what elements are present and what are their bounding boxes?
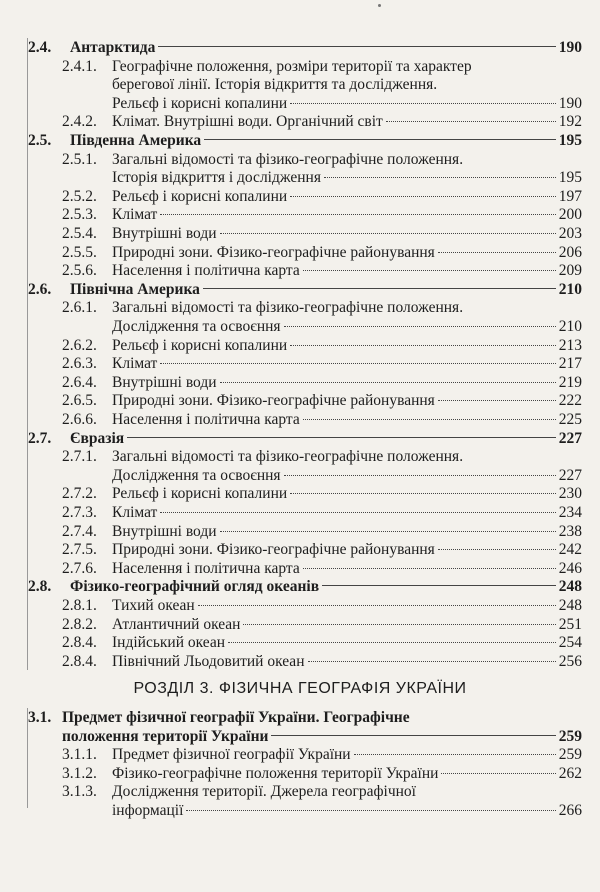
dot-leader	[158, 46, 555, 47]
toc-entry-title: Антарктида	[70, 39, 156, 56]
toc-entry	[62, 261, 582, 281]
toc-entry-number: 3.1.2.	[62, 764, 97, 782]
toc-entry-page: 203	[558, 225, 582, 242]
toc-entry	[28, 708, 582, 728]
toc-entry	[62, 522, 582, 542]
toc-entry-page: 222	[558, 392, 582, 410]
toc-entry-number: 2.6.2.	[62, 336, 97, 354]
dot-leader	[303, 419, 556, 420]
toc-entry-title: Клімат. Внутрішні води. Органічний світ	[112, 113, 383, 131]
toc-entry	[62, 391, 582, 411]
toc-entry-title: Природні зони. Фізико-географічне районування	[112, 243, 435, 261]
print-speck	[378, 4, 381, 7]
toc-entry	[62, 615, 582, 635]
toc-entry	[62, 540, 582, 560]
toc-entry-title: положення території України	[62, 727, 269, 745]
toc-entry-title: Загальні відомості та фізико-географічне положення.	[112, 448, 464, 466]
dot-leader	[284, 475, 556, 476]
toc-entry-title: Дослідження та освоєння	[112, 466, 281, 484]
toc-entry	[62, 559, 582, 579]
dot-leader	[290, 103, 556, 104]
toc-entry-page: 192	[558, 113, 582, 131]
toc-entry-page: 190	[558, 39, 582, 56]
dot-leader	[228, 642, 556, 643]
toc-entry-title: Внутрішні води	[112, 225, 217, 242]
dot-leader	[386, 121, 556, 122]
toc-entry-page: 227	[558, 429, 582, 447]
toc-entry-title: Внутрішні води	[112, 522, 217, 540]
toc-entry-number: 2.6.3.	[62, 355, 97, 373]
toc-entry-number: 2.7.6.	[62, 559, 97, 577]
toc-entry	[62, 410, 582, 430]
dot-leader	[438, 549, 556, 550]
dot-leader	[127, 437, 556, 438]
toc-entry-page: 210	[558, 280, 582, 298]
toc-entry-number: 3.1.3.	[62, 783, 97, 801]
toc-entry-title: Євразія	[70, 429, 125, 447]
dot-leader	[198, 605, 556, 606]
toc-entry-title: Атлантичний океан	[112, 615, 241, 633]
toc-entry	[62, 112, 582, 132]
toc-entry-number: 2.4.2.	[62, 113, 97, 131]
toc-entry	[62, 652, 582, 672]
dot-leader	[354, 754, 556, 755]
toc-entry	[28, 131, 582, 151]
toc-entry-page: 248	[558, 597, 582, 614]
toc-entry-page: 254	[558, 634, 582, 652]
toc-entry-number: 2.6.	[28, 280, 52, 298]
toc-entry-number: 2.8.2.	[62, 615, 97, 633]
toc-entry-number: 2.5.	[28, 132, 52, 149]
part-title: РОЗДІЛ 3. ФІЗИЧНА ГЕОГРАФІЯ УКРАЇНИ	[133, 680, 467, 697]
toc-entry	[28, 577, 582, 597]
toc-entry-title: Фізико-географічний огляд океанів	[70, 578, 320, 596]
toc-entry-title: Клімат	[112, 504, 158, 521]
toc-entry-number: 2.7.2.	[62, 485, 97, 503]
toc-entry-page: 210	[558, 318, 582, 335]
toc-entry-number: 2.5.1.	[62, 150, 97, 168]
toc-entry-number: 2.8.4.	[62, 652, 97, 670]
toc-entry	[62, 243, 582, 263]
toc-entry	[62, 745, 582, 765]
toc-entry-title: Рельєф і корисні копалини	[112, 187, 288, 205]
toc-entry-title: Дослідження території. Джерела географічної	[112, 783, 416, 801]
dot-leader	[220, 531, 556, 532]
toc-entry-number: 2.4.1.	[62, 57, 97, 75]
toc-entry-page: 206	[558, 243, 582, 261]
toc-entry-page: 197	[558, 187, 582, 205]
toc-entry	[62, 187, 582, 207]
toc-entry-page: 219	[558, 373, 582, 391]
toc-entry	[62, 298, 582, 318]
toc-entry	[62, 354, 582, 374]
dot-leader	[290, 345, 556, 346]
toc-entry-continuation	[112, 466, 582, 486]
toc-entry-title: Природні зони. Фізико-географічне районування	[112, 392, 435, 410]
toc-entry-title: Загальні відомості та фізико-географічне положення.	[112, 150, 464, 168]
toc-entry-title: Фізико-географічне положення території України	[112, 764, 439, 782]
toc-entry-continuation	[112, 75, 582, 95]
toc-entry-page: 225	[558, 411, 582, 428]
toc-entry-title: Загальні відомості та фізико-географічне положення.	[112, 299, 464, 317]
toc-entry-number: 2.8.1.	[62, 597, 97, 614]
toc-entry-number: 2.8.4.	[62, 634, 97, 652]
toc-entry-number: 3.1.	[28, 709, 52, 726]
dot-leader	[322, 585, 556, 586]
toc-entry	[62, 764, 582, 784]
toc-entry-title: Населення і політична карта	[112, 411, 300, 428]
toc-entry-number: 2.4.	[28, 39, 52, 56]
toc-entry-title: Населення і політична карта	[112, 262, 300, 280]
toc-entry-page: 227	[558, 466, 582, 484]
toc-entry-page: 251	[558, 615, 582, 633]
dot-leader	[160, 363, 555, 364]
toc-entry-page: 200	[558, 206, 582, 224]
toc-entry-title: Індійський океан	[112, 634, 226, 652]
toc-entry-page: 248	[558, 578, 582, 596]
dot-leader	[438, 400, 556, 401]
toc-entry-title: Північний Льодовитий океан	[112, 652, 305, 670]
toc-entry-title: Предмет фізичної географії України. Географічне	[62, 709, 410, 726]
toc-entry-number: 2.7.5.	[62, 541, 97, 559]
dot-leader	[290, 196, 556, 197]
toc-entry	[62, 447, 582, 467]
toc-entry-number: 2.7.	[28, 429, 52, 447]
toc-entry-title: Географічне положення, розміри території та характер	[112, 57, 472, 75]
toc-entry-title: Історія відкриття і дослідження	[112, 169, 321, 187]
toc-entry	[62, 503, 582, 523]
dot-leader	[204, 139, 556, 140]
toc-entry-page: 234	[558, 504, 582, 521]
dot-leader	[303, 270, 556, 271]
toc-entry	[62, 57, 582, 77]
toc-entry-continuation	[112, 801, 582, 821]
toc-entry-page: 195	[558, 132, 582, 149]
toc-entry-page: 217	[558, 355, 582, 373]
toc-entry-number: 2.6.4.	[62, 373, 97, 391]
toc-entry-page: 262	[558, 764, 582, 782]
dot-leader	[220, 233, 556, 234]
toc-entry-number: 2.5.2.	[62, 187, 97, 205]
toc-entry-title: Населення і політична карта	[112, 559, 300, 577]
toc-entry-number: 2.6.6.	[62, 411, 97, 428]
toc-entry-title: Клімат	[112, 355, 158, 373]
dot-leader	[441, 773, 555, 774]
dot-leader	[160, 214, 555, 215]
dot-leader	[203, 288, 556, 289]
dot-leader	[160, 512, 555, 513]
toc-entry-number: 2.5.5.	[62, 243, 97, 261]
toc-entry-number: 3.1.1.	[62, 746, 97, 764]
toc-entry-title: Південна Америка	[70, 132, 202, 149]
toc-entry-number: 2.7.3.	[62, 504, 97, 521]
toc-entry	[28, 38, 582, 58]
dot-leader	[303, 568, 556, 569]
toc-entry-title: Рельєф і корисні копалини	[112, 336, 288, 354]
toc-entry-continuation	[112, 94, 582, 114]
toc-entry-page: 195	[558, 169, 582, 187]
dot-leader	[324, 177, 556, 178]
toc-entry	[62, 373, 582, 393]
toc-entry-page: 238	[558, 522, 582, 540]
dot-leader	[438, 252, 556, 253]
toc-entry-number: 2.5.3.	[62, 206, 97, 224]
toc-entry-page: 259	[558, 746, 582, 764]
toc-entry-page: 230	[558, 485, 582, 503]
dot-leader	[271, 735, 555, 736]
toc-entry-title: Рельєф і корисні копалини	[112, 485, 288, 503]
toc-entry-number: 2.5.6.	[62, 262, 97, 280]
dot-leader	[284, 326, 556, 327]
toc-entry-page: 213	[558, 336, 582, 354]
toc-entry-page: 242	[558, 541, 582, 559]
toc-entry-number: 2.8.	[28, 578, 52, 596]
toc-entry-title: Природні зони. Фізико-географічне районування	[112, 541, 435, 559]
toc-entry-title: Клімат	[112, 206, 158, 224]
toc-entry-number: 2.7.1.	[62, 448, 97, 466]
toc-entry	[62, 782, 582, 802]
toc-entry	[62, 633, 582, 653]
toc-entry-title: Тихий океан	[112, 597, 195, 614]
toc-entry-title: берегової лінії. Історія відкриття та дослідження.	[112, 76, 438, 94]
toc-entry-continuation	[112, 168, 582, 188]
toc-entry	[62, 596, 582, 616]
toc-entry	[62, 484, 582, 504]
toc-entry-number: 2.7.4.	[62, 522, 97, 540]
toc-entry	[62, 150, 582, 170]
toc-entry-continuation	[62, 727, 582, 747]
dot-leader	[220, 382, 556, 383]
toc-entry-title: Предмет фізичної географії України	[112, 746, 351, 764]
toc-entry	[62, 336, 582, 356]
toc-entry	[62, 205, 582, 225]
dot-leader	[290, 493, 556, 494]
toc-entry-title: Північна Америка	[70, 280, 200, 298]
toc-entry	[28, 280, 582, 300]
toc-entry-title: Дослідження та освоєння	[112, 318, 281, 335]
toc-entry-continuation	[112, 317, 582, 337]
dot-leader	[308, 661, 556, 662]
toc-entry	[62, 224, 582, 244]
toc-entry	[28, 429, 582, 449]
toc-entry-page: 209	[558, 262, 582, 280]
toc-entry-title: Рельєф і корисні копалини	[112, 94, 288, 112]
dot-leader	[243, 624, 555, 625]
toc-entry-number: 2.5.4.	[62, 225, 97, 242]
toc-entry-title: Внутрішні води	[112, 373, 217, 391]
toc-entry-page: 259	[558, 727, 582, 745]
dot-leader	[186, 810, 555, 811]
toc-entry-title: інформації	[112, 802, 184, 819]
toc-entry-page: 190	[558, 94, 582, 112]
toc-entry-page: 256	[558, 652, 582, 670]
toc-entry-page: 266	[558, 802, 582, 819]
toc-entry-page: 246	[558, 559, 582, 577]
toc-entry-number: 2.6.5.	[62, 392, 97, 410]
toc-entry-number: 2.6.1.	[62, 299, 97, 317]
